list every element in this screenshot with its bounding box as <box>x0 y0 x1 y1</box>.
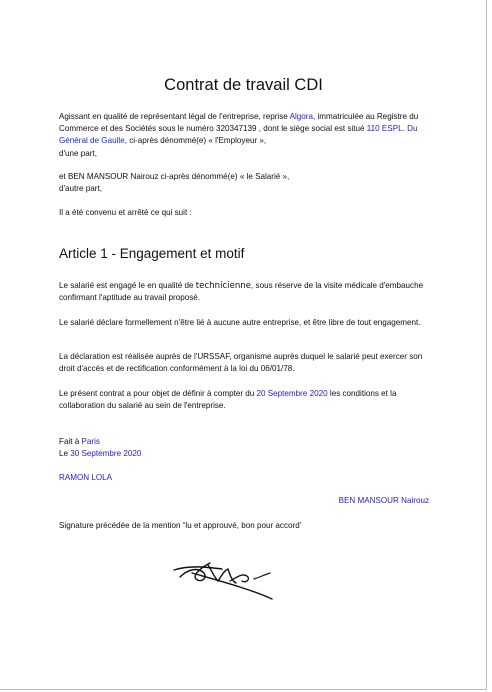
place-city: Paris <box>81 437 100 446</box>
engagement-text-a: Le salarié est engagé le en qualité de <box>59 281 196 290</box>
employer-signatory: RAMON LOLA <box>59 473 113 482</box>
document-title: Contrat de travail CDI <box>164 76 323 94</box>
intro-text-a: Agissant en qualité de représentant légal de l'entreprise, reprise <box>59 112 290 121</box>
page-edge <box>487 0 492 692</box>
company-name: Algora <box>289 112 313 121</box>
handwritten-signature <box>170 553 280 603</box>
article-1-heading: Article 1 - Engagement et motif <box>59 246 245 261</box>
job-title: technicienne <box>195 281 252 291</box>
intro-part-one: d'une part, <box>59 148 97 158</box>
employee-intro: et BEN MANSOUR Nairouz ci-après dénommé(e) « le Salarié », <box>59 172 290 181</box>
engagement-text-b: , sous réserve de la visite médicale d'embauche confirmant l'aptitude au travail proposé. <box>59 281 424 303</box>
article-1-paragraph-2: Le salarié déclare formellement n'être lié à aucune autre entreprise, et être libre de tout engagement. <box>59 318 421 327</box>
place-label: Fait à <box>59 437 82 446</box>
signing-date: 30 Septembre 2020 <box>70 449 142 458</box>
start-date: 20 Septembre 2020 <box>256 389 328 398</box>
article-1-paragraph-3: La déclaration est réalisée auprès de l'URSSAF, organisme auprès duquel le salarié peut exercer son droit d'accès et de rectification conformément à la loi du 06/01/78. <box>59 352 423 374</box>
place-line <box>59 436 434 448</box>
intro-text-b: , immatriculée au Registre du Commerce et des Sociétés sous le numéro 320347139 , dont le siège social est situé <box>59 112 419 134</box>
date-line <box>59 448 434 460</box>
intro-paragraph <box>59 111 434 160</box>
company-address: 110 ESPL. Du Général de Gaulle <box>59 124 418 146</box>
date-label: Le <box>59 449 71 458</box>
employee-signatory: BEN MANSOUR Nairouz <box>338 496 429 505</box>
agreement-line: Il a été convenu et arrêté ce qui suit : <box>59 208 192 217</box>
intro-text-c: , ci-après dénommé(e) « l'Employeur », <box>124 136 267 146</box>
contract-text-b: les conditions et la collaboration du salarié au sein de l'entreprise. <box>59 389 397 411</box>
employee-paragraph <box>59 171 434 195</box>
article-1-paragraph-1 <box>59 280 434 304</box>
contract-text-a: Le présent contrat a pour objet de définir à compter du <box>59 389 257 398</box>
signature-mention: Signature précédée de la mention “lu et approuvé, bon pour accord’ <box>59 521 302 530</box>
article-1-paragraph-4 <box>59 388 434 412</box>
employee-part-two: d'autre part, <box>59 184 102 194</box>
